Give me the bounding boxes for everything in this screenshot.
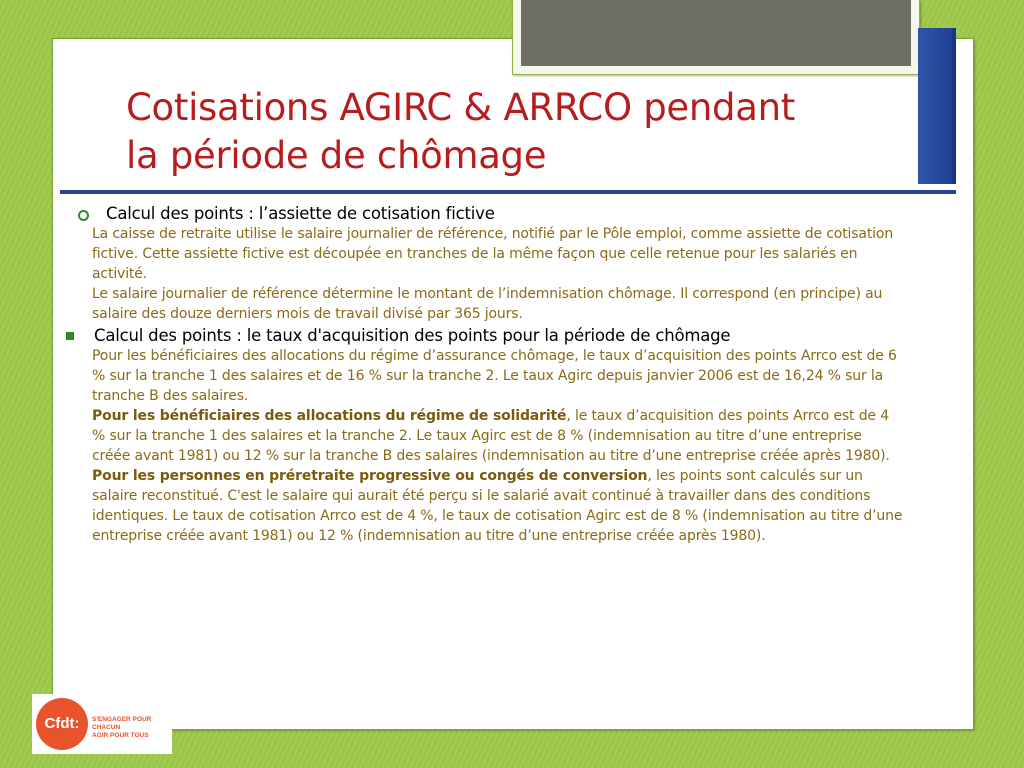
logo-tagline-line: S'ENGAGER POUR CHACUN <box>92 716 152 731</box>
logo-mark: Cfdt: <box>36 698 88 750</box>
paragraph-text: , les points sont calculés sur un salaire reconstitué. C'est le salaire qui aurait été perçu si le salarié avait continué à travailler dans des conditions identiques. Le taux de cotisation Arrco est de 4 %, le taux de cotisation Agirc est de 8 % (indemnisation au titre d’une entreprise créée avant 1981) ou 12 % (indemnisation au titre d’une entreprise créée après 1980). <box>92 468 903 544</box>
bullet-item-taux <box>74 326 904 546</box>
bullet-heading: Calcul des points : le taux d'acquisition des points pour la période de chômage <box>94 326 731 345</box>
square-bullet-icon <box>66 332 74 340</box>
slide-content <box>74 204 904 546</box>
bold-lead: Pour les personnes en préretraite progressive ou congés de conversion <box>92 468 648 484</box>
logo-tagline <box>92 716 170 740</box>
bullet-item-assiette <box>74 204 904 324</box>
title-divider <box>60 190 956 194</box>
photo-placeholder <box>521 0 911 66</box>
bold-lead: Pour les bénéficiaires des allocations du régime de solidarité <box>92 408 567 424</box>
body-paragraph: La caisse de retraite utilise le salaire journalier de référence, notifié par le Pôle emploi, comme assiette de cotisation fictive. Cette assiette fictive est découpée en tranches de la même façon que celle retenue pour les salariés en activité. <box>92 226 894 282</box>
accent-block <box>918 28 956 184</box>
logo-tagline-line: AGIR POUR TOUS <box>92 732 149 739</box>
photo-frame <box>512 0 920 75</box>
paragraph-text: , le taux d’acquisition des points Arrco est de 4 % sur la tranche 1 des salaires et la tranche 2. Le taux Agirc est de 8 % (indemnisation au titre d’une entreprise créée avant 1981) ou 12 % sur la tranche B des salaires (indemnisation au titre d’une entreprise créée après 1980). <box>92 408 890 464</box>
slide-title <box>126 84 906 180</box>
body-paragraph: Le salaire journalier de référence détermine le montant de l’indemnisation chômage. Il correspond (en principe) au salaire des douze derniers mois de travail divisé par 365 jours. <box>92 286 883 322</box>
bullet-heading: Calcul des points : l’assiette de cotisation fictive <box>106 204 495 223</box>
title-line-2: la période de chômage <box>126 134 547 177</box>
body-paragraph <box>92 466 904 546</box>
body-paragraph: Pour les bénéficiaires des allocations du régime d’assurance chômage, le taux d’acquisition des points Arrco est de 6 % sur la tranche 1 des salaires et de 16 % sur la tranche 2. Le taux Agirc depuis janvier 2006 est de 16,24 % sur la tranche B des salaires. <box>92 348 897 404</box>
ring-bullet-icon <box>78 210 89 221</box>
body-paragraph <box>92 406 904 466</box>
bullet-body <box>74 346 904 546</box>
bullet-body <box>74 224 904 324</box>
title-line-1: Cotisations AGIRC & ARRCO pendant <box>126 86 795 129</box>
cfdt-logo <box>32 694 172 754</box>
